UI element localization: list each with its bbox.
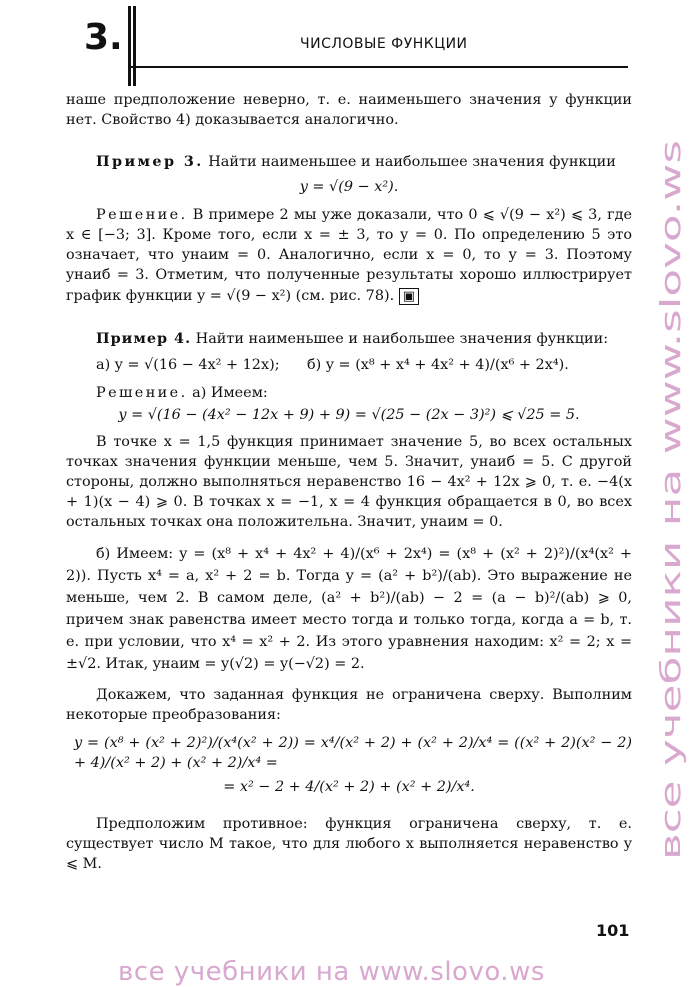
header-vertical-rule-2	[133, 6, 136, 86]
page-number: 101	[596, 921, 630, 940]
running-title: ЧИСЛОВЫЕ ФУНКЦИИ	[300, 36, 468, 52]
paragraph-contradiction: Предположим противное: функция ограничена сверху, т. е. существует число M такое, что для любого x выполняется неравенство y ⩽ M.	[66, 815, 632, 873]
solution-4a-equation: y = √(16 − (4x² − 12x + 9) + 9) = √(25 − (2x − 3)²) ⩽ √25 = 5.	[118, 407, 580, 424]
bottom-watermark: все учебники на www.slovo.ws	[118, 957, 545, 987]
paragraph-part-b: б) Имеем: y = (x⁸ + x⁴ + 4x² + 4)/(x⁶ + 2x⁴) = (x⁸ + (x² + 2)²)/(x⁴(x² + 2)). Пусть x⁴ = a, x² + 2 = b. Тогда y = (a² + b²)/(ab). Это выражение не меньше, чем 2. В самом деле, (a² + b²)/(ab) − 2 = (a − b)²/(ab) ⩾ 0, причем знак равенства имеет место тогда и только тогда, когда a = b, т. е. при условии, что x⁴ = x² + 2. Из этого уравнения находим: x² = 2; x = ±√2. Итак, yнаим = y(√2) = y(−√2) = 2.	[66, 545, 632, 672]
example-3-formula: y = √(9 − x²).	[299, 178, 399, 195]
solution-4-label: Решение.	[96, 385, 188, 402]
example-3-heading	[66, 152, 632, 172]
example-4-functions	[66, 355, 632, 375]
side-watermark-text: все учебники на www.slovo.ws	[654, 415, 687, 860]
example-4-part-b: б) y = (x⁸ + x⁴ + 4x² + 4)/(x⁶ + 2x⁴).	[307, 357, 569, 374]
chapter-number: 3.	[84, 17, 123, 58]
example-3-task: Найти наименьшее и наибольшее значения функции	[203, 154, 616, 171]
example-3-label: Пример 3.	[96, 153, 204, 171]
solution-3-label: Решение.	[96, 206, 188, 223]
paragraph-intro: наше предположение неверно, т. е. наименьшего значения у функции нет. Свойство 4) доказывается аналогично.	[66, 92, 632, 129]
paragraph-part-a-conclusion: В точке x = 1,5 функция принимает значение 5, во всех остальных точках значения функции меньше, чем 5. Значит, yнаиб = 5. С другой стороны, должно выполняться неравенство 16 − 4x² + 12x ⩾ 0, т. е. −4(x + 1)(x − 4) ⩾ 0. В точках x = −1, x = 4 функция обращается в 0, во всех остальных точках она положительна. Значит, yнаим = 0.	[66, 433, 632, 531]
solution-3	[66, 205, 632, 307]
side-watermark	[652, 120, 692, 880]
solution-3-text: В примере 2 мы уже доказали, что 0 ⩽ √(9 − x²) ⩽ 3, где x ∈ [−3; 3]. Кроме того, если x = ± 3, то y = 0. По определению 5 это означает, что yнаим = 0. Аналогично, если x = 0, то y = 3. Поэтому yнаиб = 3. Отметим, что полученные результаты хорошо иллюстрирует график функции y = √(9 − x²) (см. рис. 78).	[66, 206, 632, 304]
solution-4a-text: а) Имеем:	[187, 385, 268, 402]
long-equation-line-2: = x² − 2 + 4/(x² + 2) + (x² + 2)/x⁴.	[223, 779, 475, 796]
header-vertical-rule	[128, 6, 131, 86]
paragraph-unbounded: Докажем, что заданная функция не ограничена сверху. Выполним некоторые преобразования:	[66, 686, 632, 723]
page-content	[66, 86, 632, 874]
example-4-task: Найти наименьшее и наибольшее значения функции:	[191, 330, 609, 347]
end-of-solution-icon: ▣	[399, 288, 419, 305]
example-4-heading	[66, 329, 632, 349]
example-4-label: Пример 4.	[96, 329, 192, 347]
long-equation-line-1: y = (x⁸ + (x² + 2)²)/(x⁴(x² + 2)) = x⁴/(x² + 2) + (x² + 2)/x⁴ = ((x² + 2)(x² − 2) + 4)/(x² + 2) + (x² + 2)/x⁴ =	[74, 735, 632, 772]
solution-4a-heading	[66, 383, 632, 403]
example-4-part-a: а) y = √(16 − 4x² + 12x);	[96, 357, 280, 374]
header-rule	[128, 66, 628, 68]
